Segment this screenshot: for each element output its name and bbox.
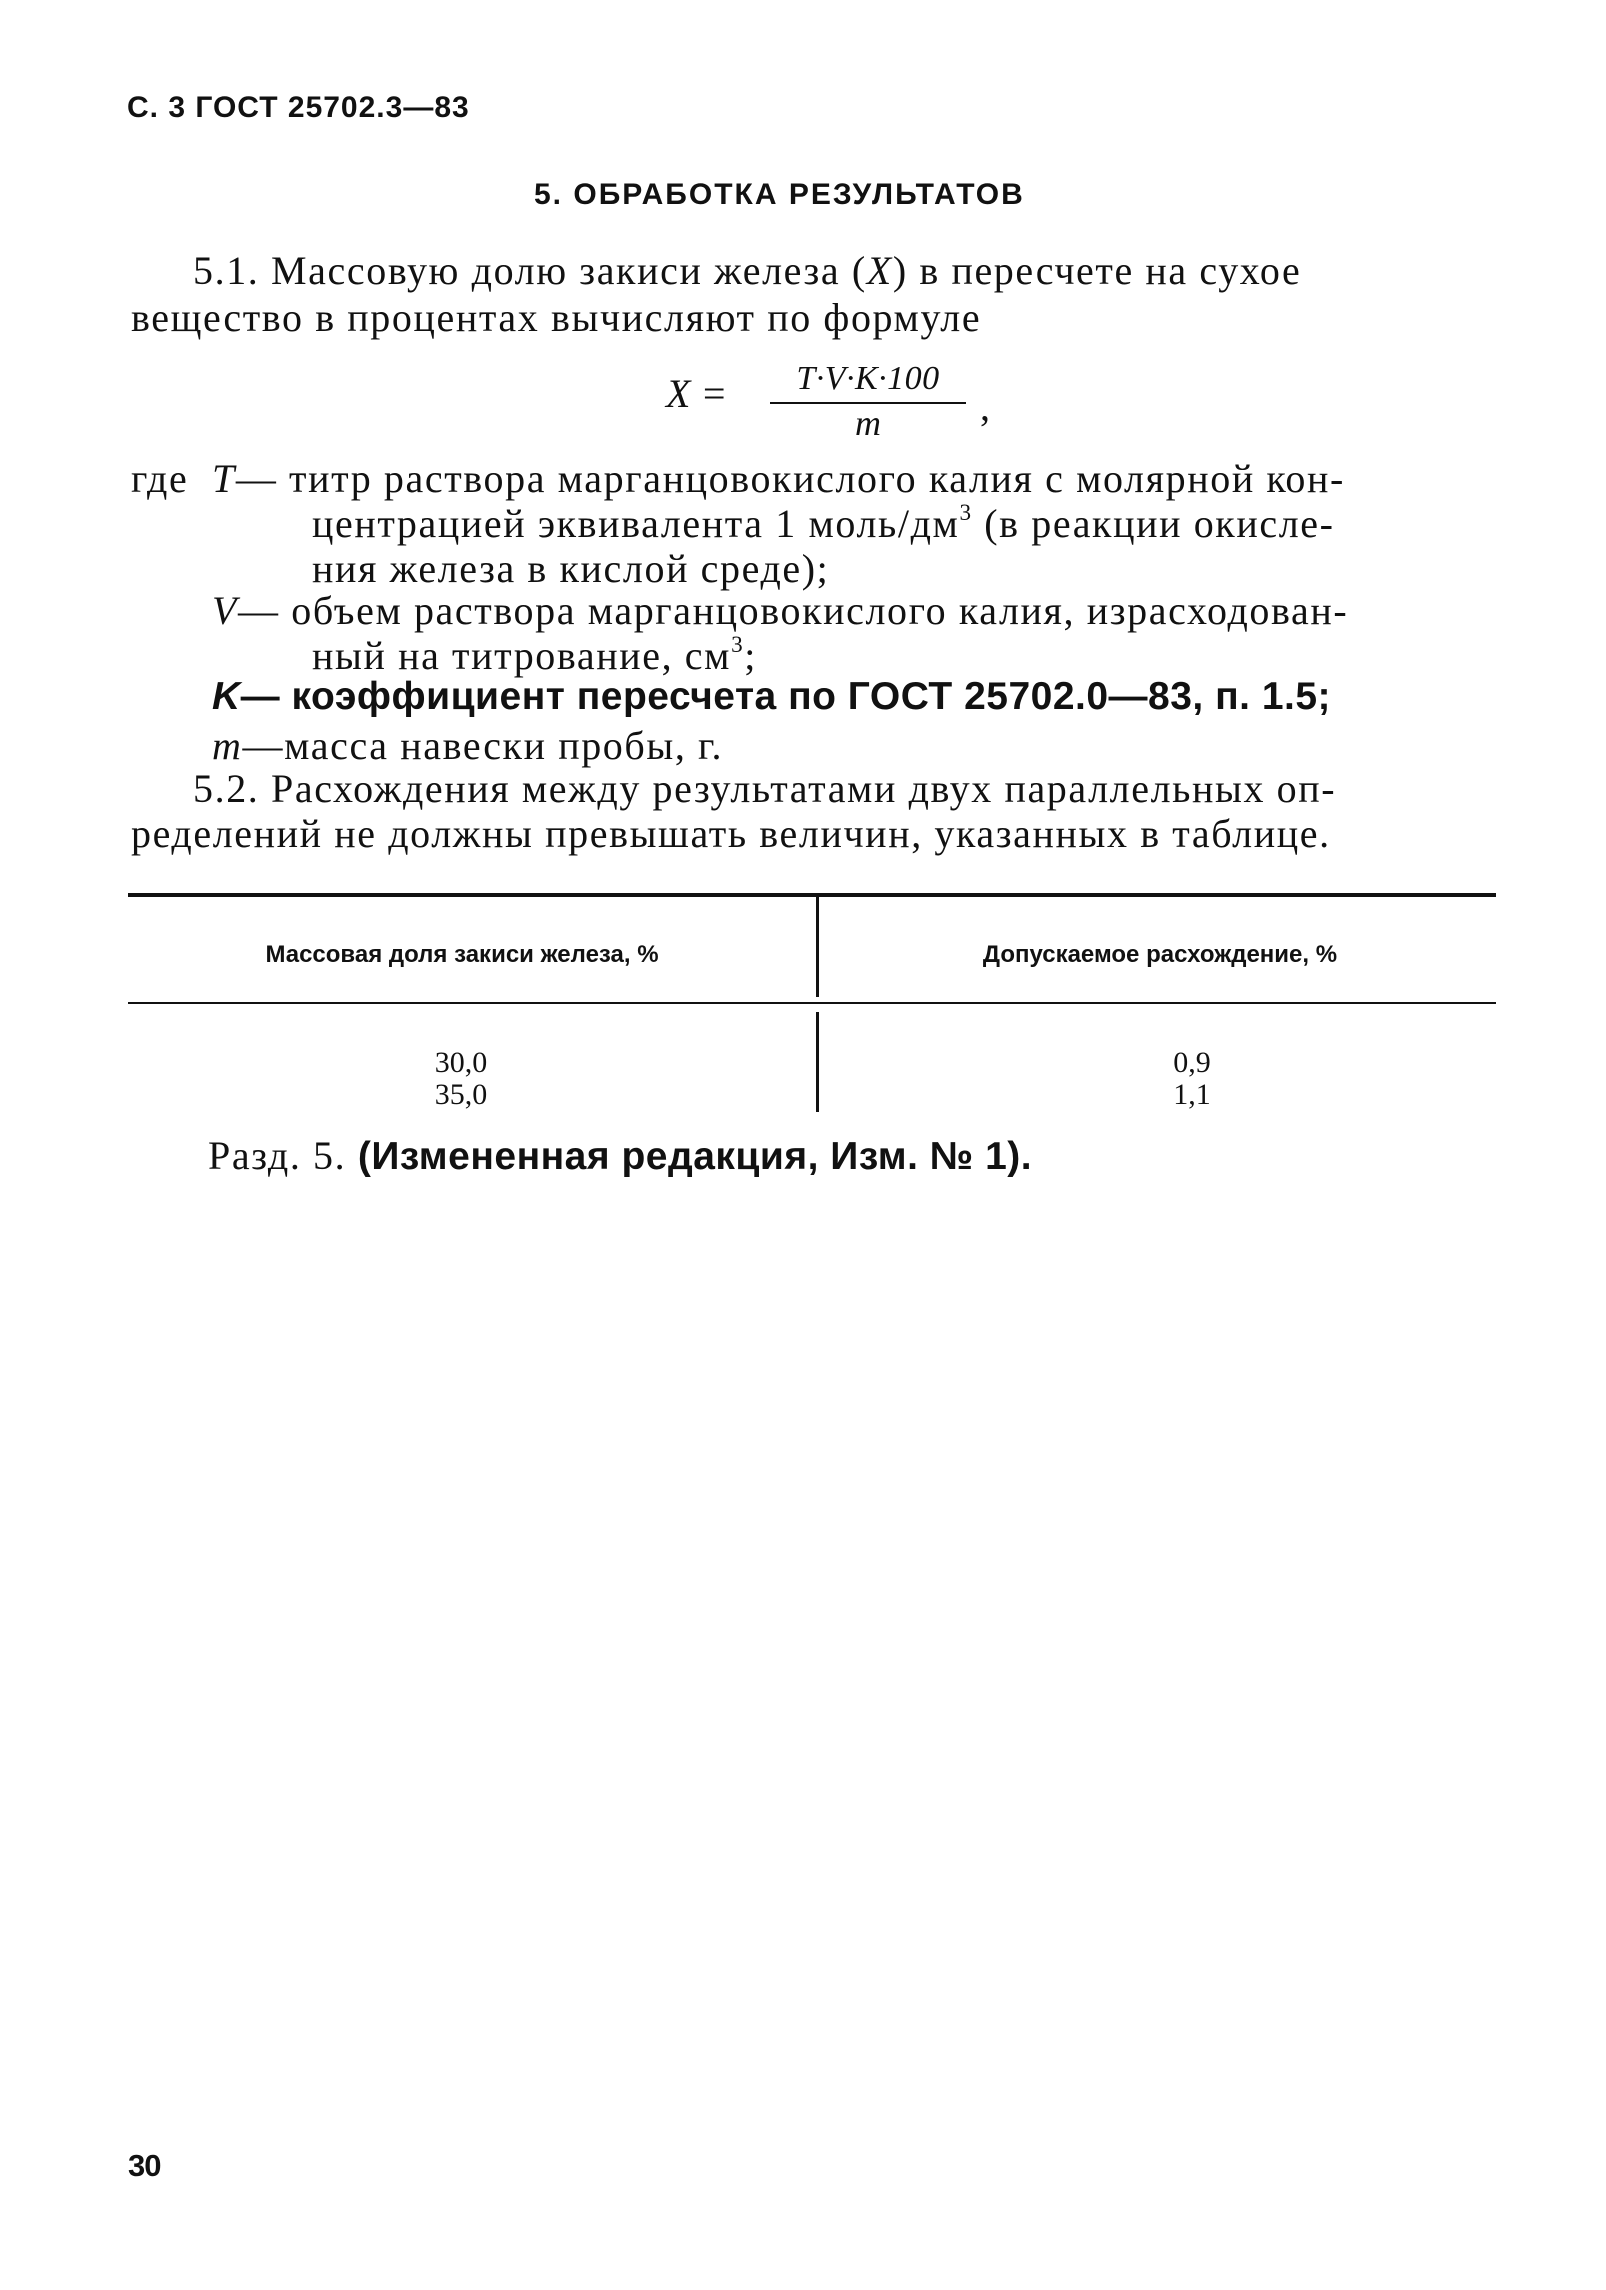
table-header-mass-fraction: Массовая доля закиси железа, % [265,941,659,968]
paragraph-5-2-line-1: 5.2. Расхождения между результатами двух параллельных оп- [193,766,1337,811]
where-v-line-1: V— объем раствора марганцовокислого калия, израсходован- [212,588,1349,633]
where-t-line-1: T— титр раствора марганцовокислого калия с молярной кон- [212,456,1345,501]
paragraph-5-2-line-2: ределений не должны превышать величин, указанных в таблице. [131,811,1331,856]
paragraph-5-1-line-1: 5.1. Массовую долю закиси железа (X) в пересчете на сухое [193,248,1302,293]
where-word: где [131,456,189,501]
where-m-line: m—масса навески пробы, г. [212,723,724,768]
where-v-line-2: ный на титрование, $см^3$; [312,631,757,678]
table-cell: 1,1 [1173,1078,1211,1111]
formula-denominator: m [855,403,881,443]
where-t-line-2: центрацией эквивалента 1 моль/$дм^3$ (в реакции окисле- [312,499,1335,546]
paragraph-5-1-line-2: вещество в процентах вычисляют по формуле [131,295,982,340]
formula-fraction [770,360,966,444]
table-cell: 35,0 [434,1078,488,1111]
formula-lhs: X = [666,371,728,416]
amendment-note: Разд. 5. (Измененная редакция, Изм. № 1). [208,1133,1033,1178]
table-header-divider [816,897,819,997]
table-cell: 0,9 [1173,1046,1211,1079]
formula-numerator: T·V·K·100 [796,360,940,397]
table-cell: 30,0 [434,1046,488,1079]
table-header-tolerance: Допускаемое расхождение, % [982,941,1338,968]
where-k-line: K— коэффициент пересчета по ГОСТ 25702.0—83, п. 1.5; [212,675,1332,718]
formula-trailing-comma: , [980,384,992,429]
section-title: 5. ОБРАБОТКА РЕЗУЛЬТАТОВ [534,178,1025,211]
table-header-rule [128,1002,1496,1004]
page-number: 30 [128,2148,161,2183]
table-top-rule [128,893,1496,897]
where-t-line-3: ния железа в кислой среде); [312,546,830,591]
page-header: С. 3 ГОСТ 25702.3—83 [127,91,470,124]
table-body-divider [816,1012,819,1112]
